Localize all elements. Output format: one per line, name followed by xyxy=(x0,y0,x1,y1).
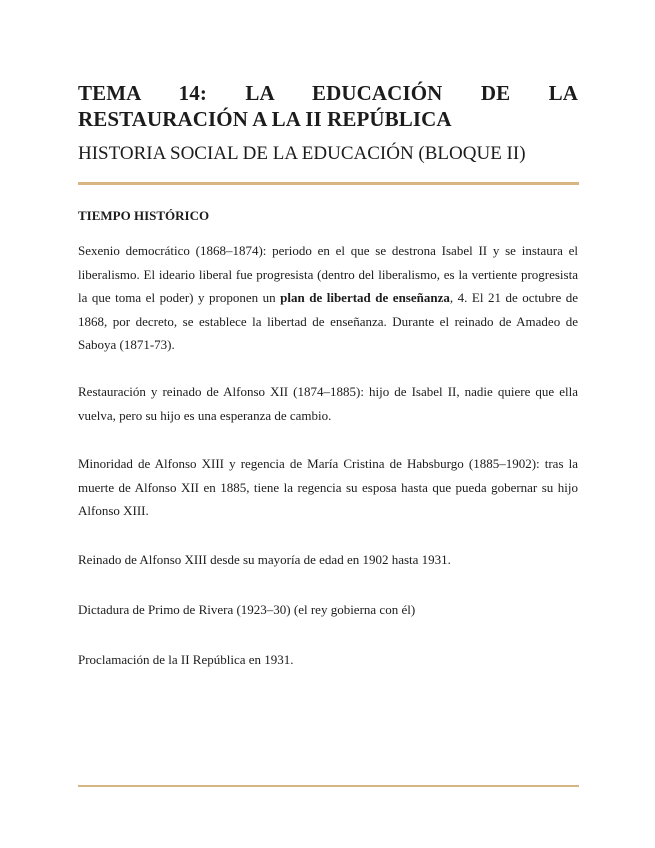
paragraph-text: , 4. El 21 de octubre de 1868, por decreto, se establece la libertad de enseñanza. Durante el reinado de Amadeo de Saboya (1871-73). xyxy=(78,290,579,352)
header-divider xyxy=(78,182,579,185)
paragraph-text: Sexenio democrático (1868–1874): periodo en el que se destrona Isabel II y se instaura el liberalismo. El ideario liberal fue progresista (dentro del liberalismo, es la vertiente progresista la que toma el poder) y proponen un xyxy=(78,243,578,305)
paragraph-sexenio xyxy=(78,239,578,357)
title-line-1: TEMA 14: LA EDUCACIÓN DE LA xyxy=(78,81,578,105)
page-title xyxy=(78,80,578,132)
title-line-2: RESTAURACIÓN A LA II REPÚBLICA xyxy=(78,107,452,131)
footer-divider xyxy=(78,785,579,787)
paragraph-restauracion: Restauración y reinado de Alfonso XII (1874–1885): hijo de Isabel II, nadie quiere que ella vuelva, pero su hijo es una esperanza de cambio. xyxy=(78,384,578,423)
page-subtitle: HISTORIA SOCIAL DE LA EDUCACIÓN (BLOQUE II) xyxy=(78,143,526,164)
paragraph-reinado-alfonso-xiii: Reinado de Alfonso XIII desde su mayoría de edad en 1902 hasta 1931. xyxy=(78,552,451,567)
paragraph-republica: Proclamación de la II República en 1931. xyxy=(78,652,294,667)
section-heading: TIEMPO HISTÓRICO xyxy=(78,208,210,223)
paragraph-dictadura: Dictadura de Primo de Rivera (1923–30) (el rey gobierna con él) xyxy=(78,602,416,617)
bold-phrase: plan de libertad de enseñanza xyxy=(280,290,450,305)
paragraph-regencia: Minoridad de Alfonso XIII y regencia de María Cristina de Habsburgo (1885–1902): tras la muerte de Alfonso XII en 1885, tiene la regencia su esposa hasta que pueda gobernar su hijo Alfonso XIII. xyxy=(78,456,578,518)
